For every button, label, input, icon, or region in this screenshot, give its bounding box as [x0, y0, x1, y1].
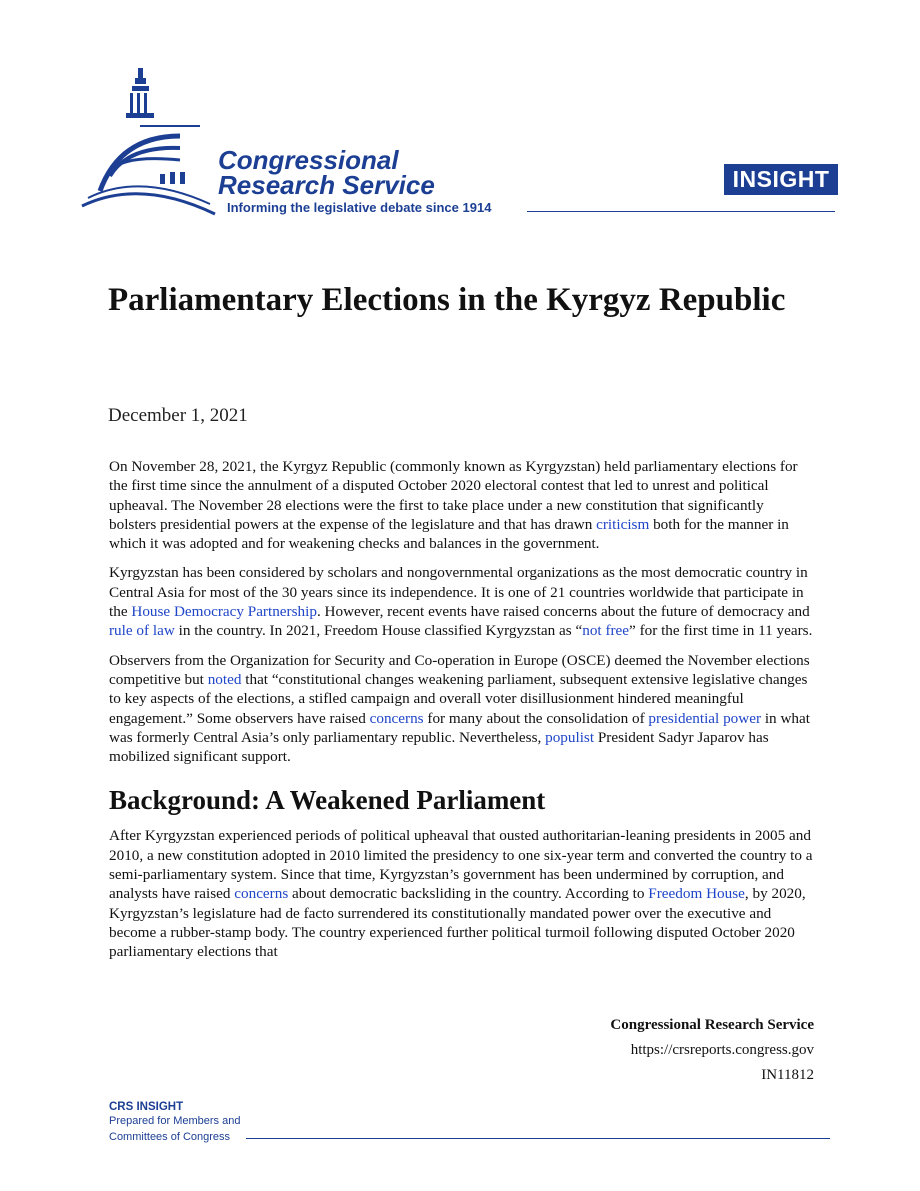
- inline-link[interactable]: criticism: [596, 515, 650, 533]
- capitol-dome-icon: [80, 66, 220, 216]
- footer-report-id: IN11812: [761, 1067, 814, 1083]
- text-run: After Kyrgyzstan experienced periods of political upheaval that ousted authoritarian-leaning presidents in 2005 and 2010, a new constitution adopted in 2010 limited the presidency to one six-year term and converted the country to a semi-parliamentary system. Since that time, Kyrgyzstan’s government has been undermined by corruption, and analysts have raised: [109, 827, 813, 903]
- paragraph-2: [109, 563, 814, 640]
- page-title: Parliamentary Elections in the Kyrgyz Republic: [108, 282, 786, 318]
- inline-link[interactable]: concerns: [234, 885, 289, 903]
- text-run: . However, recent events have raised concerns about the future of democracy and: [316, 603, 810, 621]
- section-heading: Background: A Weakened Parliament: [109, 785, 546, 816]
- inline-link[interactable]: presidential power: [648, 709, 762, 727]
- inline-link[interactable]: concerns: [369, 709, 424, 727]
- crs-insight-label: CRS INSIGHT: [109, 1101, 184, 1113]
- org-tagline: Informing the legislative debate since 1914: [227, 200, 492, 215]
- prepared-for-line2: Committees of Congress: [109, 1131, 231, 1143]
- footer-citation: [610, 1013, 814, 1088]
- org-name-line1: Congressional: [218, 145, 399, 175]
- text-run: , by 2020, Kyrgyzstan’s legislature had de facto surrendered its constitutionally mandated power over the executive and become a rubber-stamp body. The country experienced further political turmoil following disputed October 2020 parliamentary elections that: [109, 885, 806, 961]
- text-run: that “constitutional changes weakening parliament, subsequent extensive legislative changes to key aspects of the elections, a stifled campaign and overall voter disillusionment hindered meaningful engagement.” Some observers have raised: [109, 670, 808, 727]
- inline-link[interactable]: rule of law: [109, 622, 175, 640]
- text-run: about democratic backsliding in the country. According to: [288, 885, 649, 903]
- paragraph-4: [109, 826, 814, 961]
- inline-link[interactable]: House Democracy Partnership: [131, 603, 317, 621]
- text-run: On November 28, 2021, the Kyrgyz Republic (commonly known as Kyrgyzstan) held parliamentary elections for the first time since the annulment of a disputed October 2020 electoral contest that led to unrest and political upheaval. The November 28 elections were the first to take place under a new constitution that significantly bolsters presidential powers at the expense of the legislature and that has drawn: [109, 458, 798, 533]
- text-run: ” for the first time in 11 years.: [629, 622, 813, 640]
- text-run: in what was formerly Central Asia’s only parliamentary republic. Nevertheless,: [109, 709, 810, 746]
- footer-org-name: Congressional Research Service: [610, 1017, 814, 1033]
- inline-link[interactable]: Freedom House: [648, 885, 745, 903]
- inline-link[interactable]: noted: [207, 670, 242, 688]
- publication-date: December 1, 2021: [108, 405, 248, 426]
- footer-divider: [246, 1138, 830, 1139]
- org-name-line2: Research Service: [218, 170, 435, 200]
- text-run: both for the manner in which it was adopted and for weakening checks and balances in the government.: [109, 515, 789, 553]
- text-run: in the country. In 2021, Freedom House classified Kyrgyzstan as “: [174, 622, 583, 640]
- paragraph-1: [109, 457, 814, 553]
- inline-link[interactable]: populist: [545, 728, 595, 746]
- page-header: [0, 0, 920, 230]
- text-run: for many about the consolidation of: [423, 709, 649, 727]
- article-body: [109, 457, 814, 972]
- paragraph-3: [109, 651, 814, 767]
- prepared-for-line1: Prepared for Members and: [109, 1115, 241, 1127]
- inline-link[interactable]: not free: [582, 622, 630, 640]
- text-run: Kyrgyzstan has been considered by scholars and nongovernmental organizations as the most democratic country in Central Asia for most of the 30 years since its independence. It is one of 21 countries worldwide that participate in the: [109, 564, 808, 621]
- header-divider: [527, 211, 835, 212]
- text-run: President Sadyr Japarov has mobilized significant support.: [109, 728, 769, 766]
- insight-badge: INSIGHT: [724, 164, 838, 195]
- footer-url[interactable]: https://crsreports.congress.gov: [630, 1042, 814, 1058]
- text-run: Observers from the Organization for Security and Co-operation in Europe (OSCE) deemed the November elections competitive but: [109, 651, 810, 688]
